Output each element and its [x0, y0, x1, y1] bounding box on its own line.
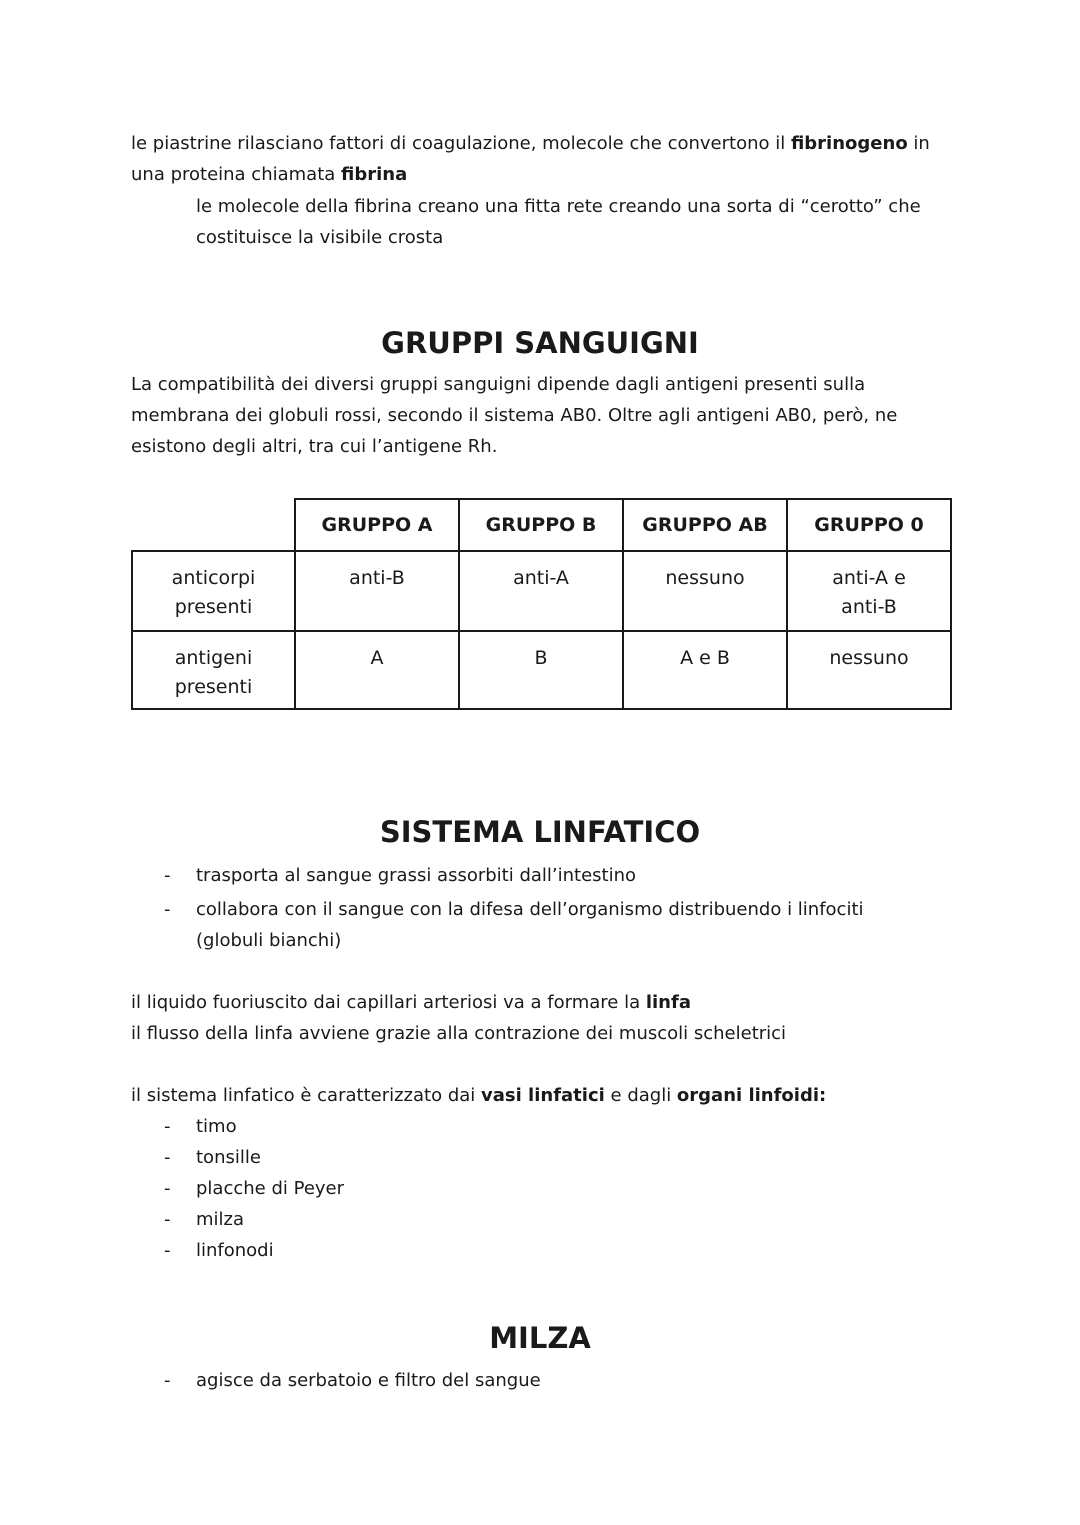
table-row	[132, 631, 951, 709]
bold-term-vasi: vasi linfatici	[481, 1085, 605, 1106]
table-cell: A e B	[623, 631, 787, 709]
list-item: - placche di Peyer	[131, 1173, 961, 1204]
list-item: - agisce da serbatoio e filtro del sangue	[131, 1365, 961, 1396]
list-item: - collabora con il sangue con la difesa dell’organismo distribuendo i linfociti (globuli bianchi)	[131, 894, 931, 956]
table-row	[132, 551, 951, 631]
table-cell: nessuno	[787, 631, 951, 709]
table-header: GRUPPO 0	[787, 499, 951, 551]
bold-term-fibrinogeno: fibrinogeno	[790, 133, 908, 154]
text: in una proteina chiamata	[131, 133, 930, 185]
list-item: - timo	[131, 1111, 961, 1142]
bold-term-linfa: linfa	[645, 992, 691, 1013]
table-cell: nessuno	[623, 551, 787, 631]
table-cell: B	[459, 631, 623, 709]
linfatico-bullet-list	[131, 860, 931, 956]
paragraph-flusso: il flusso della linfa avviene grazie alla contrazione dei muscoli scheletrici	[131, 1023, 787, 1044]
table-cell: anti-A	[459, 551, 623, 631]
milza-bullet-list	[131, 1365, 961, 1396]
list-item: - tonsille	[131, 1142, 961, 1173]
paragraph-gruppi: La compatibilità dei diversi gruppi sanguigni dipende dagli antigeni presenti sulla membrana dei globuli rossi, secondo il sistema AB0. Oltre agli antigeni AB0, però, ne esistono degli altri, tra cui l’antigene Rh.	[131, 374, 898, 457]
table-cell: anti-B	[295, 551, 459, 631]
paragraph-organi	[131, 1080, 961, 1111]
heading-gruppi-sanguigni: GRUPPI SANGUIGNI	[381, 326, 699, 360]
text: il sistema linfatico è caratterizzato dai	[131, 1085, 482, 1106]
list-item: - linfonodi	[131, 1235, 961, 1266]
table-header: GRUPPO AB	[623, 499, 787, 551]
list-item: - milza	[131, 1204, 961, 1235]
text: le piastrine rilasciano fattori di coagulazione, molecole che convertono il	[131, 133, 791, 154]
organi-list	[131, 1111, 961, 1266]
row-label: anticorpi presenti	[132, 551, 295, 631]
table-cell: A	[295, 631, 459, 709]
list-item: - trasporta al sangue grassi assorbiti dall’intestino	[131, 860, 931, 891]
table-header-row	[132, 499, 951, 551]
table-header: GRUPPO B	[459, 499, 623, 551]
bold-term-organi: organi linfoidi:	[676, 1085, 827, 1106]
paragraph-fibrina: le molecole della fibrina creano una fitta rete creando una sorta di “cerotto” che costituisce la visibile crosta	[196, 196, 921, 248]
table-corner-cell	[132, 499, 295, 551]
text: il liquido fuoriuscito dai capillari arteriosi va a formare la	[131, 992, 646, 1013]
row-label: antigeni presenti	[132, 631, 295, 709]
bold-term-fibrina: fibrina	[341, 164, 408, 185]
heading-sistema-linfatico: SISTEMA LINFATICO	[379, 815, 701, 849]
heading-milza: MILZA	[489, 1321, 591, 1355]
blood-group-table	[131, 498, 952, 710]
text: e dagli	[604, 1085, 677, 1106]
paragraph-linfa	[131, 987, 961, 1018]
table-cell: anti-A e anti-B	[787, 551, 951, 631]
paragraph-coagulazione	[131, 128, 961, 190]
table-header: GRUPPO A	[295, 499, 459, 551]
